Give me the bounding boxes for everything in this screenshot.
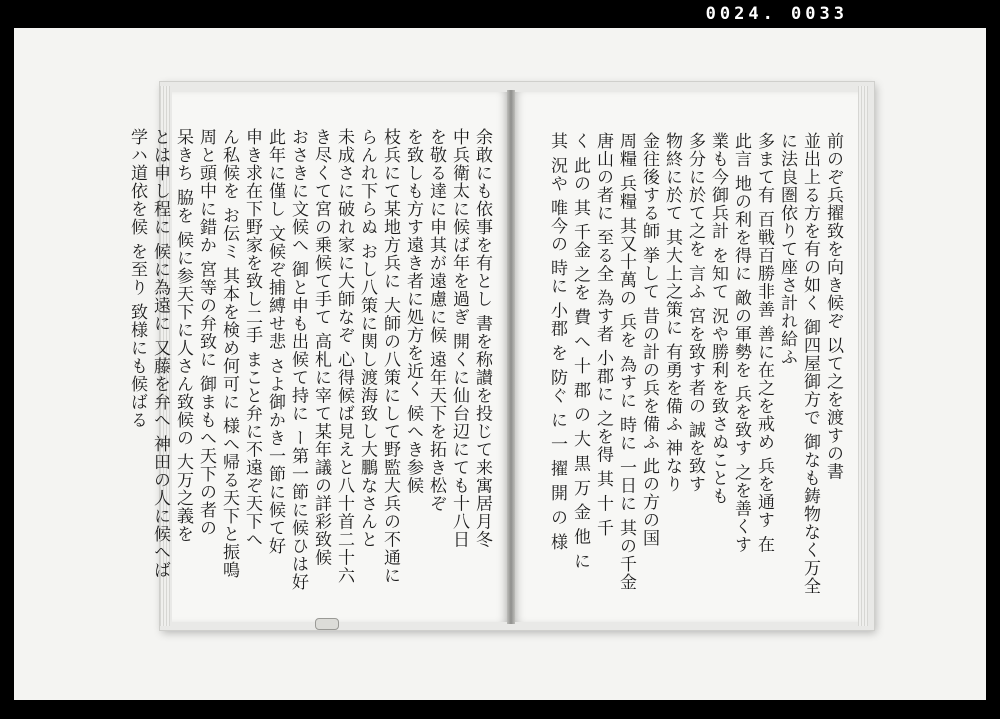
right-column: 多分に於て之を 言ふ 宮を致す者の 誠を致す — [685, 132, 705, 494]
book-gutter — [507, 90, 515, 624]
right-column: 多まて有 百戦百勝非善 善に在之を戒め 兵を通す 在 — [754, 132, 774, 554]
right-column: 其 況や 唯今の 時に 小郡 を 防ぐ に 一 擢 開 の 様 — [547, 132, 567, 551]
left-column: 周と頭中に錯か 宮等の弁致に 御まもへ天下の者の — [196, 128, 216, 537]
right-column: 前のぞ兵擢致を向き候ぞ 以て之を渡すの書 — [823, 132, 843, 481]
right-column: 金往後する師 挙して 昔の計の兵を備ふ 此の方の国 — [639, 132, 659, 548]
left-column: 中兵衛太に候ば年を過ぎ 開くに仙台辺にても十八日 — [449, 128, 469, 549]
left-column: ん私候を お伝ミ 其本を検め何可に 様へ帰る天下と振鳴 — [219, 128, 239, 580]
left-column: 申き求在下野家を致し二手 まこと弁に不遠ぞ天下へ — [242, 128, 262, 549]
left-column: を致しも方す遠き者に処方を近く 候へき参候 — [403, 128, 423, 495]
right-column: 周糧 兵糧 其又十萬の 兵を 為すに 時に 一日に 其の千金 — [616, 132, 636, 591]
left-column: 枝兵にて某地方兵に 大師の八策にして野監大兵の不通に — [380, 128, 400, 585]
right-column: 唐山の者に 至る全 為す者 小郡に 之を得 其 十 千 — [593, 132, 613, 537]
right-page — [515, 92, 858, 622]
right-column: に法良圏依りて座さ計れ給ふ — [777, 132, 797, 366]
right-column: く 此の 其 千金 之を 費 へ 十 郡 の 大 黒 万 金 他 に — [570, 132, 590, 571]
left-column: とは申し程に 候に為遠に 又藤を弁へ 神田の人に候へば — [150, 128, 170, 580]
right-column: 物終に於て 其大上之策に 有勇を備ふ 神なり — [662, 132, 682, 494]
book-right-edge — [858, 86, 868, 626]
left-column: 学ハ道依を候 を至り 致様にも候ばる — [127, 128, 147, 429]
frame-number-label: 0024. 0033 — [705, 4, 848, 24]
left-page-text — [127, 128, 493, 598]
left-page — [127, 92, 507, 622]
right-column: 此言 地の利を得に 敵の軍勢を 兵を致す 之を善くす — [731, 132, 751, 554]
left-column: 此年に僅し 文候ぞ捕縛せ悲 さよ御かき一節に候て好 — [265, 128, 285, 555]
left-column: 余敢にも依事を有とし 書を称讃を投じて来寓居月冬 — [472, 128, 492, 549]
left-column: き尽くて宮の乗候て手て 高札に宰て某年議の詳彩致候 — [311, 128, 331, 567]
page-clip — [315, 618, 339, 630]
left-column: 呆きち 脇を 候に参天下に人さん致候の 大万之義を — [173, 128, 193, 544]
right-page-text — [529, 132, 844, 598]
left-column: らんれ下らぬ おし八策に関し渡海致し大鵬なさんと — [357, 128, 377, 549]
left-column: を敬る達に申其が遠慮に候 遠年天下を拓き松ぞ — [426, 128, 446, 513]
left-column: おさきに文候へ 御と申も出候て持に ー第一節に候ひは好 — [288, 128, 308, 591]
right-column: 並出上る方を有の如く 御四屋御方で 御なも鋳物なく万全 — [800, 132, 820, 595]
left-column: 未成さに破れ家に大師なぞ 心得候ば見えと八十首二十六 — [334, 128, 354, 585]
right-column: 業も今御兵計 を知て 況や勝利を致さぬことも — [708, 132, 728, 505]
